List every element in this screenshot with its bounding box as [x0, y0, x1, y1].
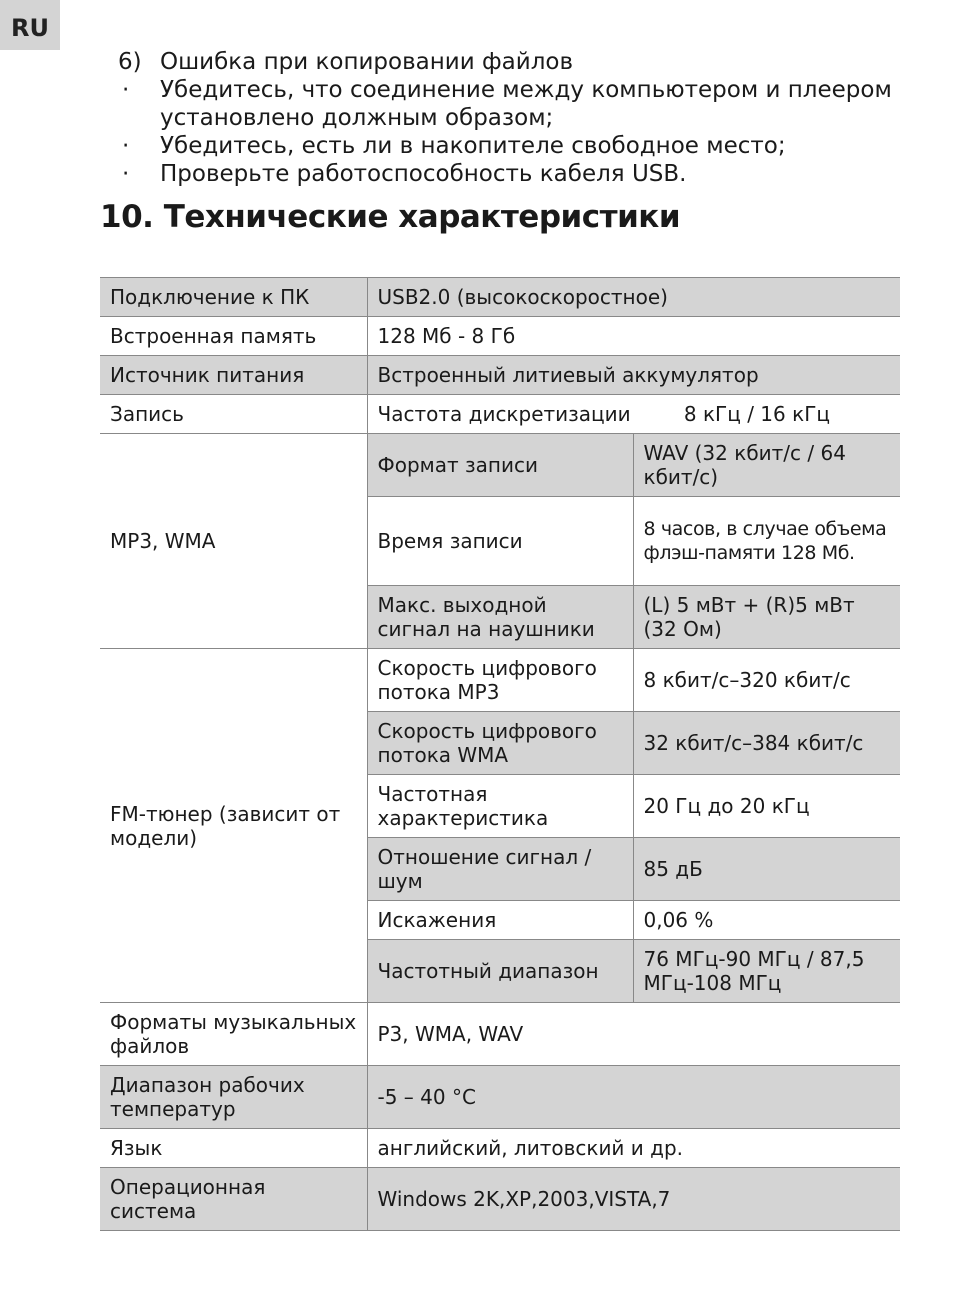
spec-label: Время записи — [367, 497, 633, 586]
troubleshooting-list — [118, 48, 918, 188]
list-item — [118, 160, 918, 188]
spec-label: Форматы музыкальных файлов — [100, 1003, 367, 1066]
table-row — [100, 649, 900, 712]
list-text: Убедитесь, что соединение между компьютером и плеером установлено должным образом; — [160, 77, 892, 131]
list-marker: · — [122, 133, 130, 159]
table-row — [100, 434, 900, 497]
list-text: Убедитесь, есть ли в накопителе свободное место; — [160, 133, 786, 159]
spec-value: 8 часов, в случае объема флэш-памяти 128 Мб. — [633, 497, 900, 586]
spec-label: Искажения — [367, 901, 633, 940]
spec-label: Макс. выходной сигнал на наушники — [367, 586, 633, 649]
spec-label: Операционная система — [100, 1168, 367, 1231]
table-row — [100, 1003, 900, 1066]
spec-table — [100, 277, 900, 1231]
list-item — [118, 132, 918, 160]
spec-value: (L) 5 мВт + (R)5 мВт (32 Ом) — [633, 586, 900, 649]
list-marker: 6) — [118, 49, 142, 75]
spec-value: 0,06 % — [633, 901, 900, 940]
table-row — [100, 1168, 900, 1231]
list-marker: · — [122, 161, 130, 187]
list-item — [118, 76, 918, 132]
spec-label: Частотный диапазон — [367, 940, 633, 1003]
table-row — [100, 1066, 900, 1129]
spec-label: Скорость цифрового потока WMA — [367, 712, 633, 775]
spec-value: Встроенный литиевый аккумулятор — [367, 356, 900, 395]
spec-label: Встроенная память — [100, 317, 367, 356]
spec-sublabel: Частота дискретизации — [377, 402, 631, 426]
spec-label: Скорость цифрового потока MP3 — [367, 649, 633, 712]
table-row — [100, 1129, 900, 1168]
spec-value: английский, литовский и др. — [367, 1129, 900, 1168]
spec-subvalue: 8 кГц / 16 кГц — [683, 402, 830, 426]
spec-value: -5 – 40 °C — [367, 1066, 900, 1129]
list-item — [118, 48, 918, 76]
spec-value: 20 Гц до 20 кГц — [633, 775, 900, 838]
spec-value: Windows 2K,XP,2003,VISTA,7 — [367, 1168, 900, 1231]
spec-value: 32 кбит/с–384 кбит/с — [633, 712, 900, 775]
spec-label: Частотная характеристика — [367, 775, 633, 838]
spec-value: USB2.0 (высокоскоростное) — [367, 278, 900, 317]
spec-value: 76 МГц-90 МГц / 87,5 МГц-108 МГц — [633, 940, 900, 1003]
spec-group-label: MP3, WMA — [100, 434, 367, 649]
spec-label: Отношение сигнал / шум — [367, 838, 633, 901]
spec-value: 128 Мб - 8 Гб — [367, 317, 900, 356]
list-marker: · — [122, 77, 130, 103]
spec-value: WAV (32 кбит/с / 64 кбит/с) — [633, 434, 900, 497]
table-row — [100, 395, 900, 434]
spec-label: Запись — [100, 395, 367, 434]
spec-label: Язык — [100, 1129, 367, 1168]
spec-label: Диапазон рабочих температур — [100, 1066, 367, 1129]
spec-value: 8 кбит/с–320 кбит/с — [633, 649, 900, 712]
spec-value: 85 дБ — [633, 838, 900, 901]
spec-label: Формат записи — [367, 434, 633, 497]
table-row — [100, 356, 900, 395]
section-title: 10. Технические характеристики — [100, 199, 681, 235]
spec-value: P3, WMA, WAV — [367, 1003, 900, 1066]
spec-label: Источник питания — [100, 356, 367, 395]
spec-group-label: FM-тюнер (зависит от модели) — [100, 649, 367, 1003]
list-text: Проверьте работоспособность кабеля USB. — [160, 161, 687, 187]
spec-label: Подключение к ПК — [100, 278, 367, 317]
table-row — [100, 278, 900, 317]
language-tab: RU — [0, 0, 60, 50]
spec-value — [367, 395, 900, 434]
list-text: Ошибка при копировании файлов — [160, 49, 574, 75]
table-row — [100, 317, 900, 356]
